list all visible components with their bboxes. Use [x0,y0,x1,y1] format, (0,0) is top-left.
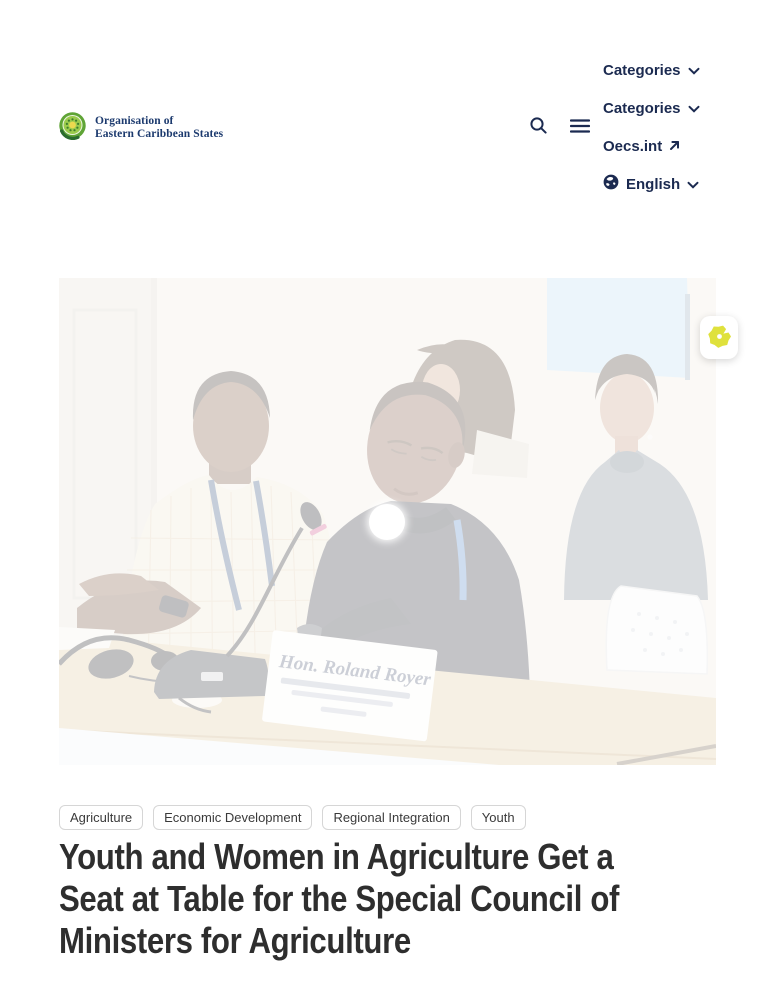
category-tags [59,805,526,830]
oecs-logo-text: Organisation of Eastern Caribbean States [95,115,224,140]
search-icon [529,116,548,138]
article-title [59,836,759,962]
chevron-down-icon [688,100,700,117]
globe-icon [603,174,619,194]
oecs-emblem-icon [58,111,87,145]
tag-agriculture[interactable]: Agriculture [59,805,143,830]
nav-categories-2[interactable] [603,100,700,116]
header-nav [603,62,700,192]
hamburger-icon [570,118,590,137]
nav-oecs-int[interactable] [603,138,700,154]
article-title-line: Youth and Women in Agriculture Get a [59,836,614,877]
tag-regional-integration[interactable]: Regional Integration [322,805,460,830]
site-header [0,0,773,278]
article-title-line: Seat at Table for the Special Council of [59,878,620,919]
nav-label: English [626,175,681,193]
nav-categories-1[interactable] [603,62,700,78]
nav-label: Categories [603,61,681,79]
asterisk-burst-icon [706,323,733,353]
menu-button[interactable] [568,115,592,139]
image-loader-dot [369,504,405,540]
article-hero-image [59,278,716,765]
nav-language[interactable] [603,176,700,192]
nav-label: Oecs.int [603,137,663,155]
oecs-logo[interactable] [58,111,223,145]
tag-youth[interactable]: Youth [471,805,526,830]
arrow-up-right-icon [669,138,680,155]
chevron-down-icon [687,176,699,193]
nav-label: Categories [603,99,681,117]
accessibility-widget-button[interactable] [700,316,738,359]
chevron-down-icon [688,62,700,79]
tag-economic-development[interactable]: Economic Development [153,805,312,830]
search-button[interactable] [526,115,550,139]
article-title-line: Ministers for Agriculture [59,920,411,961]
